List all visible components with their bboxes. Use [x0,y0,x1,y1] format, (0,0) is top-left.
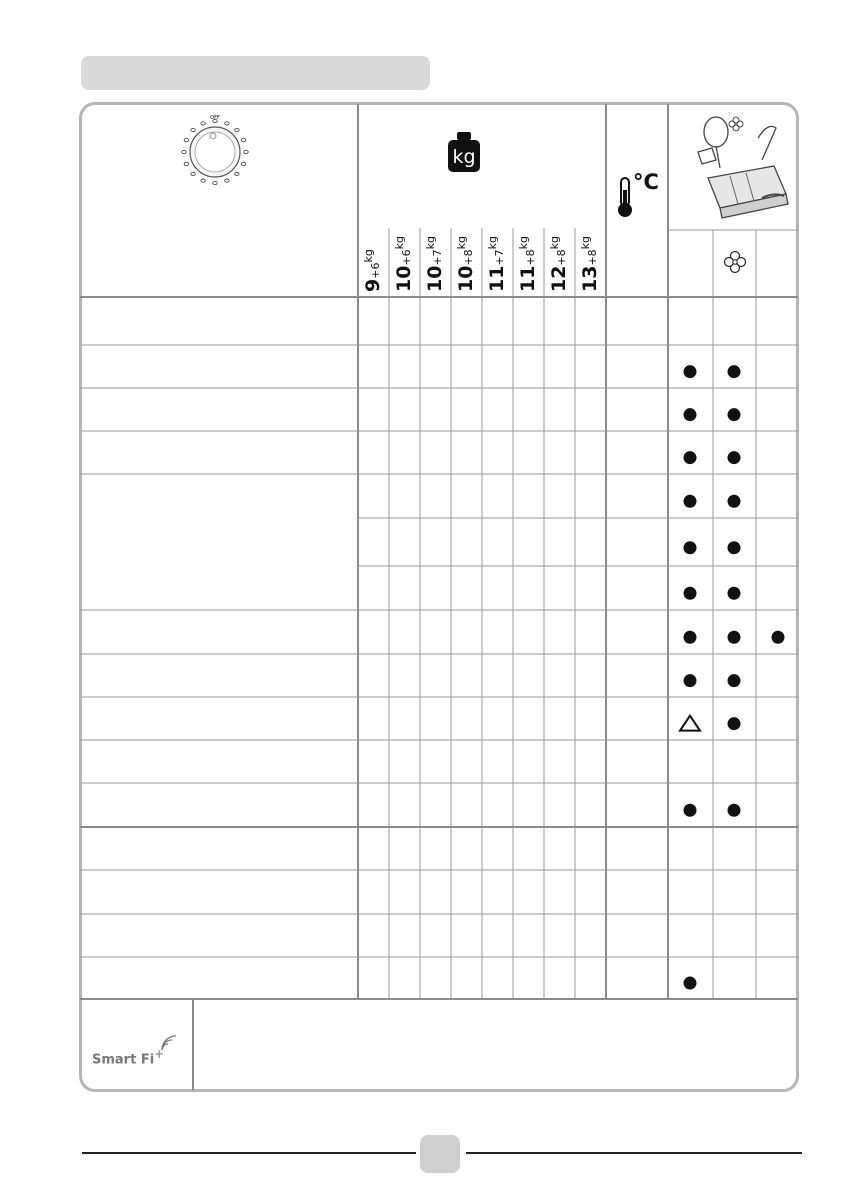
kg-badge-label: kg [452,146,476,168]
flower-softener-icon [723,250,747,274]
load-header-6 [519,236,538,292]
detergent-dot [728,495,741,508]
load-plus: +8 [462,249,475,266]
detergent-dot [728,451,741,464]
load-unit: kg [424,235,437,250]
load-plus: +8 [555,249,568,266]
program-dial-icon [180,108,250,188]
detergent-dot [728,804,741,817]
detergent-dot [684,587,697,600]
load-header-1 [364,249,383,292]
load-main: 10 [393,265,415,292]
detergent-triangle [680,716,700,731]
load-main: 13 [579,265,601,292]
load-header-7 [550,236,569,292]
load-unit: kg [579,235,592,250]
load-header-3 [426,236,445,292]
load-unit: kg [548,235,561,250]
load-unit: kg [393,235,406,250]
detergent-dot [684,541,697,554]
load-main: 11 [517,265,539,292]
load-main: 10 [424,265,446,292]
detergent-dot [728,365,741,378]
smart-fi-label: Smart Fi [92,1052,155,1068]
load-plus: +6 [400,249,413,266]
load-header-8 [581,236,600,292]
load-unit: kg [517,235,530,250]
load-unit: kg [362,249,375,263]
detergent-drawer-icon [690,108,796,226]
load-unit: kg [486,235,499,250]
detergent-dot [684,408,697,421]
footer-line-left [82,1152,416,1154]
load-header-2 [395,236,414,292]
wifi-signal-icon [160,1034,178,1052]
load-plus: +7 [493,249,506,266]
detergent-dot [728,541,741,554]
detergent-dot [728,587,741,600]
detergent-dot [684,674,697,687]
detergent-dot [684,495,697,508]
load-plus: +6 [369,262,382,279]
load-plus: +8 [524,249,537,266]
detergent-dot [684,804,697,817]
dial-off-label: OFF [210,115,220,121]
load-main: 10 [455,265,477,292]
footer-line-right [466,1152,802,1154]
smart-fi-plus: + [154,1047,165,1061]
detergent-dot [728,408,741,421]
detergent-dot [684,365,697,378]
temperature-label: °C [633,170,659,194]
load-main: 12 [548,265,570,292]
detergent-dot [684,451,697,464]
load-main: 9 [362,278,384,292]
load-main: 11 [486,265,508,292]
detergent-dot [728,674,741,687]
load-unit: kg [455,235,468,250]
load-header-4 [457,236,476,292]
load-plus: +7 [431,249,444,266]
smart-fi-logo [92,1047,164,1067]
load-plus: +8 [586,249,599,266]
page-number-box [420,1135,460,1173]
detergent-dot [772,631,785,644]
detergent-dot [684,977,697,990]
detergent-dot [728,717,741,730]
detergent-dot [728,631,741,644]
load-header-5 [488,236,507,292]
detergent-dot [684,631,697,644]
weight-kg-icon [446,130,482,174]
